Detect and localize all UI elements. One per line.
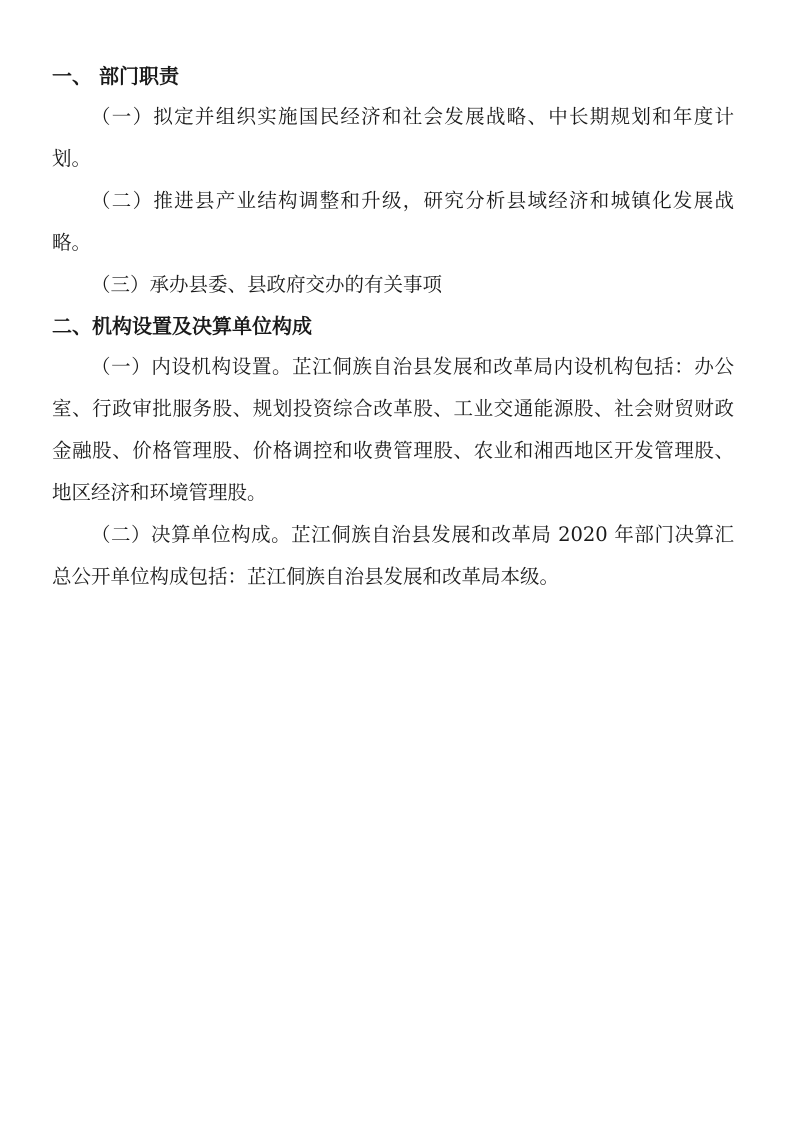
section-organization-structure: [52, 306, 734, 598]
paragraph: （一）内设机构设置。芷江侗族自治县发展和改革局内设机构包括：办公室、行政审批服务股、规划投资综合改革股、工业交通能源股、社会财贸财政金融股、价格管理股、价格调控和收费管理股、农业和湘西地区开发管理股、地区经济和环境管理股。: [52, 355, 734, 504]
section-department-duties: [52, 56, 734, 306]
paragraph: （二）决算单位构成。芷江侗族自治县发展和改革局 2020 年部门决算汇总公开单位构成包括：芷江侗族自治县发展和改革局本级。: [52, 523, 734, 588]
paragraph: （二）推进县产业结构调整和升级，研究分析县域经济和城镇化发展战略。: [52, 189, 734, 254]
paragraph: （一）拟定并组织实施国民经济和社会发展战略、中长期规划和年度计划。: [52, 105, 734, 170]
document-body: [52, 56, 734, 598]
section-heading: 一、 部门职责: [52, 64, 179, 88]
paragraph: （三）承办县委、县政府交办的有关事项: [91, 273, 443, 296]
section-heading: 二、机构设置及决算单位构成: [52, 314, 312, 338]
